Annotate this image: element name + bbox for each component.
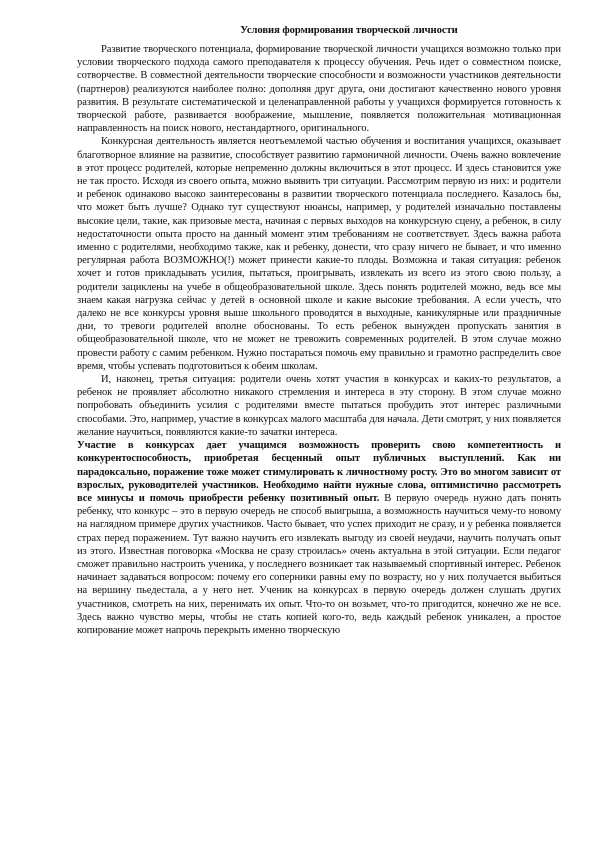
- paragraph-bold-part: Участие в конкурсах дает учащимся возможность проверить свою компетентность и конкурентоспособность, приобретая бесценный опыт публичных выступлений. Как ни парадоксально, поражение тоже может стимулировать к личностному росту. Это во многом зависит от взрослых, руководителей участников. Необходимо найти нужные слова, оптимистично рассмотреть все минусы и помочь приобрести ребенку позитивный опыт.: [77, 440, 561, 504]
- document-title: Условия формирования творческой личности: [240, 25, 458, 36]
- paragraph-regular-part: В первую очередь нужно дать понять ребенку, что конкурс – это в первую очередь не способ выигрыша, а возможность научиться чему-то новому на наглядном примере других участников. Часто бывает, что успех приходит не сразу, и у ребенка появляется страх перед поражением. Тут важно научить его извлекать выгоду из своей неудачи, научить получать опыт из этого. Известная поговорка «Москва не сразу строилась» очень актуальна в этой ситуации. Если педагог сможет правильно настроить ученика, у последнего возникает так называемый спортивный интерес. Ребенок начинает задаваться вопросом: почему его соперники равны ему по возрасту, но у них получается выбиться на вершину пьедестала, а у него нет. Ученик на конкурсах в первую очередь должен слушать других участников, смотреть на них, перенимать их опыт. Что-то он возьмет, что-то пригодится, конечно же не все. Здесь важно чувство меры, чтобы не стать копией кого-то, ведь каждый ребенок уникален, а простое копирование может напрочь перекрыть именно творческую: [77, 492, 561, 636]
- paragraph-competition-participation: [77, 439, 561, 637]
- intro-paragraph: Развитие творческого потенциала, формирование творческой личности учащихся возможно только при условии творческого подхода самого преподавателя к процессу обучения. Речь идет о совместном поиске, сотворчестве. В совместной деятельности творческие способности и возможности участников деятельности (партнеров) реализуются наиболее полно: дополняя друг друга, они достигают качественно нового уровня развития. В результате систематической и целенаправленной работы у учащихся формируется готовность к творческой работе, развивается воображение, мышление, появляется положительная мотивационная направленность на поиск нового, нестандартного, оригинального.: [77, 44, 561, 135]
- paragraph-third-situation: И, наконец, третья ситуация: родители очень хотят участия в конкурсах и каких-то результатов, а ребенок не проявляет абсолютно никакого стремления и интереса в эту сторону. В этом случае можно попробовать объединить усилия с родителями вместе пытаться пробудить этот интерес различными способами. Это, например, участие в конкурсах малого масштаба для начала. Дети смотрят, у них появляется желание научиться, появляются какие-то зачатки интереса.: [77, 374, 561, 438]
- document-page: [77, 24, 561, 637]
- paragraph-competition-activity: Конкурсная деятельность является неотъемлемой частью обучения и воспитания учащихся, оказывает благотворное влияние на развитие, способствует развитию гармоничной личности. Очень важно вовлечение в этот процесс родителей, которые непременно должны включиться в этот процесс. И здесь становится уже не так просто. Исходя из своего опыта, можно выявить три ситуации. Рассмотрим первую из них: и родители и ребенок одинаково высоко заинтересованы в развитии творческого потенциала последнего. Казалось бы, что может быть лучше? Однако тут существуют нюансы, например, у родителей изначально поставлены высокие цели, такие, как призовые места, начиная с первых выходов на конкурсную сцену, а ребенок, в силу недостаточности опыта просто на данный момент этим требованиям не соответствует. Здесь важна работа именно с родителями, необходимо также, как и ребенку, донести, что сразу ничего не бывает, и что именно регулярная работа ВОЗМОЖНО(!) может принести какие-то плоды. Возможна и такая ситуация: ребенок хочет и готов прикладывать усилия, пытаться, проигрывать, извлекать из всего из этого свою пользу, а родители зациклены на учебе в общеобразовательной школе. Здесь понять родителей можно, ведь все мы знаем какая нагрузка сейчас у детей в основной школе и какие высокие требования. А если учесть, что далеко не все конкурсы уровня выше школьного проводятся в выходные, каникулярные или праздничные дни, то тревоги родителей вполне обоснованы. То есть ребенок вынужден пропускать занятия в общеобразовательной школе, что не может не тревожить современных родителей. В этом случае можно провести работу с самим ребенком. Нужно постараться помочь ему правильно и грамотно распределить свое время, чтобы успевать подготовиться к обеим школам.: [77, 136, 561, 372]
